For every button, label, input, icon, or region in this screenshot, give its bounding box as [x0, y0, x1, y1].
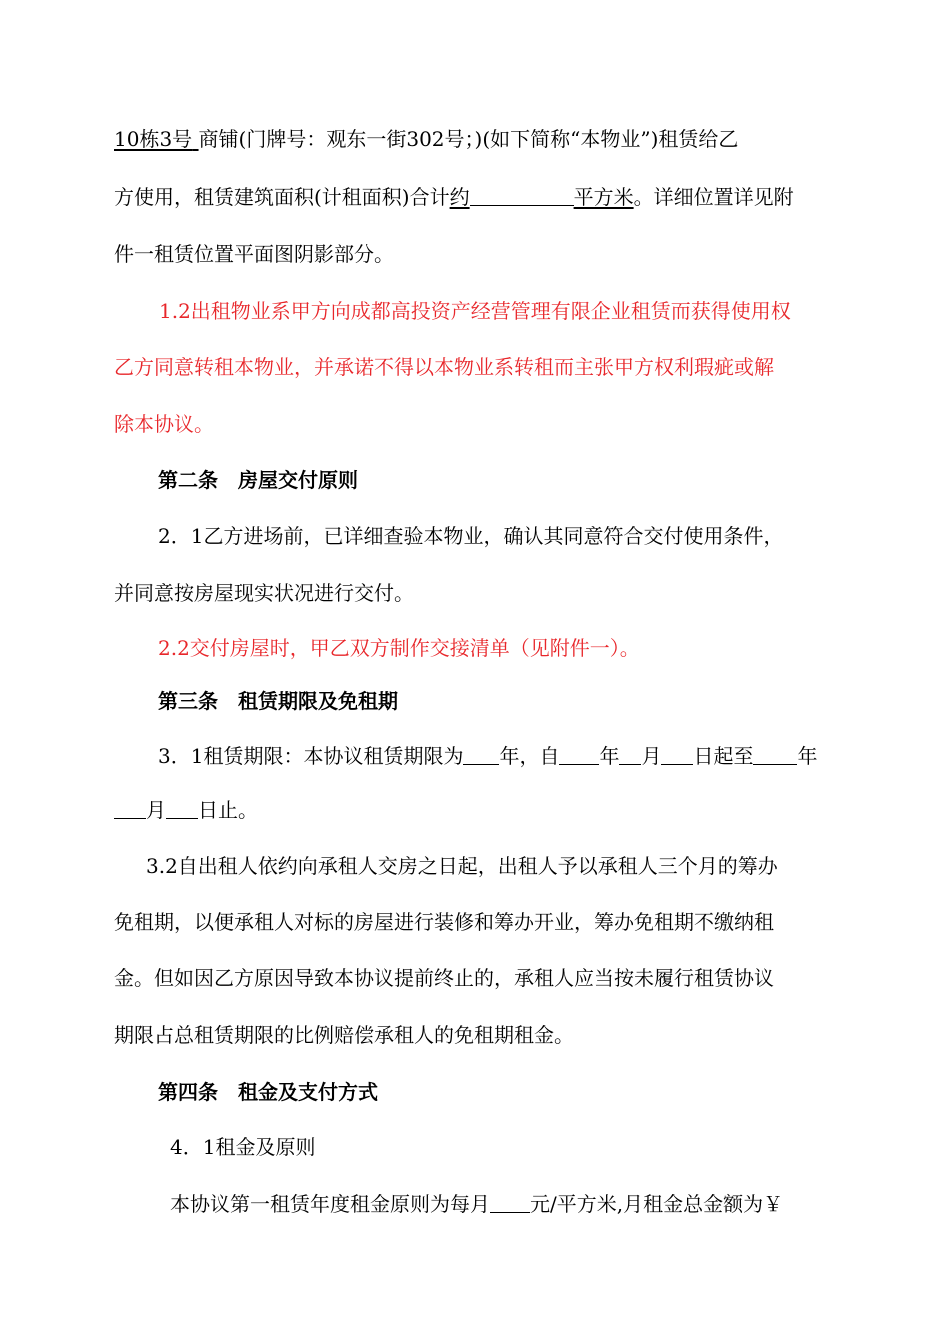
- heading-article-3: 第三条 租赁期限及免租期: [158, 689, 398, 713]
- clause-1-2-line-3: 除本协议。: [114, 412, 214, 436]
- clause-2-1-line-1: 2．1乙方进场前，已详细查验本物业，确认其同意符合交付使用条件，: [158, 524, 784, 548]
- end-day-blank[interactable]: [166, 798, 198, 819]
- location-text: 。详细位置详见附: [633, 185, 794, 209]
- clause-1-2-line-2: 乙方同意转租本物业，并承诺不得以本物业系转租而主张甲方权利瑕疵或解: [114, 355, 774, 379]
- clause-4-1: 4．1租金及原则: [170, 1135, 316, 1159]
- clause-3-2-line-2: 免租期，以便承租人对标的房屋进行装修和筹办开业，筹办免租期不缴纳租: [114, 910, 774, 934]
- clause-3-2-line-4: 期限占总租赁期限的比例赔偿承租人的免租期租金。: [114, 1023, 574, 1047]
- clause-2-2: 2.2交付房屋时，甲乙双方制作交接清单（见附件一）。: [158, 636, 640, 660]
- area-unit: 平方米: [573, 185, 634, 209]
- para-1-line-1: [114, 125, 738, 153]
- clause-1-2-line-1: 1.2出租物业系甲方向成都高投资产经营管理有限企业租赁而获得使用权: [159, 299, 791, 323]
- rent-per-sqm-blank[interactable]: [490, 1192, 530, 1213]
- start-day-blank[interactable]: [661, 744, 693, 765]
- para-1-text: 商铺(门牌号：观东一街302号；)(如下简称“本物业”)租赁给乙: [198, 127, 739, 151]
- clause-3-1-line-1: 3．1租赁期限：本协议租赁期限为 年，自 年 月 日起至 年: [158, 744, 818, 768]
- unit-number: 10栋3号: [114, 127, 193, 151]
- para-1-line-3: 件一租赁位置平面图阴影部分。: [114, 242, 394, 266]
- clause-3-2-line-3: 金。但如因乙方原因导致本协议提前终止的，承租人应当按未履行租赁协议: [114, 966, 774, 990]
- start-year-blank[interactable]: [559, 744, 599, 765]
- end-year-blank[interactable]: [753, 744, 797, 765]
- clause-2-1-line-2: 并同意按房屋现实状况进行交付。: [114, 581, 414, 605]
- clause-3-1-line-2: 月 日止。: [114, 796, 258, 824]
- heading-article-2: 第二条 房屋交付原则: [158, 468, 358, 492]
- area-approx: 约: [449, 185, 470, 209]
- heading-article-4: 第四条 租金及支付方式: [158, 1080, 378, 1104]
- area-blank[interactable]: [470, 185, 574, 206]
- start-month-blank[interactable]: [619, 744, 641, 765]
- clause-3-2-line-1: 3.2自出租人依约向承租人交房之日起，出租人予以承租人三个月的筹办: [146, 854, 778, 878]
- term-years-blank[interactable]: [463, 744, 499, 765]
- clause-4-1-text: 本协议第一租赁年度租金原则为每月 元/平方米,月租金总金额为￥: [170, 1192, 784, 1216]
- para-1-line-2: [114, 183, 794, 211]
- end-month-blank[interactable]: [114, 798, 146, 819]
- area-text: 方使用，租赁建筑面积(计租面积)合计: [114, 185, 450, 209]
